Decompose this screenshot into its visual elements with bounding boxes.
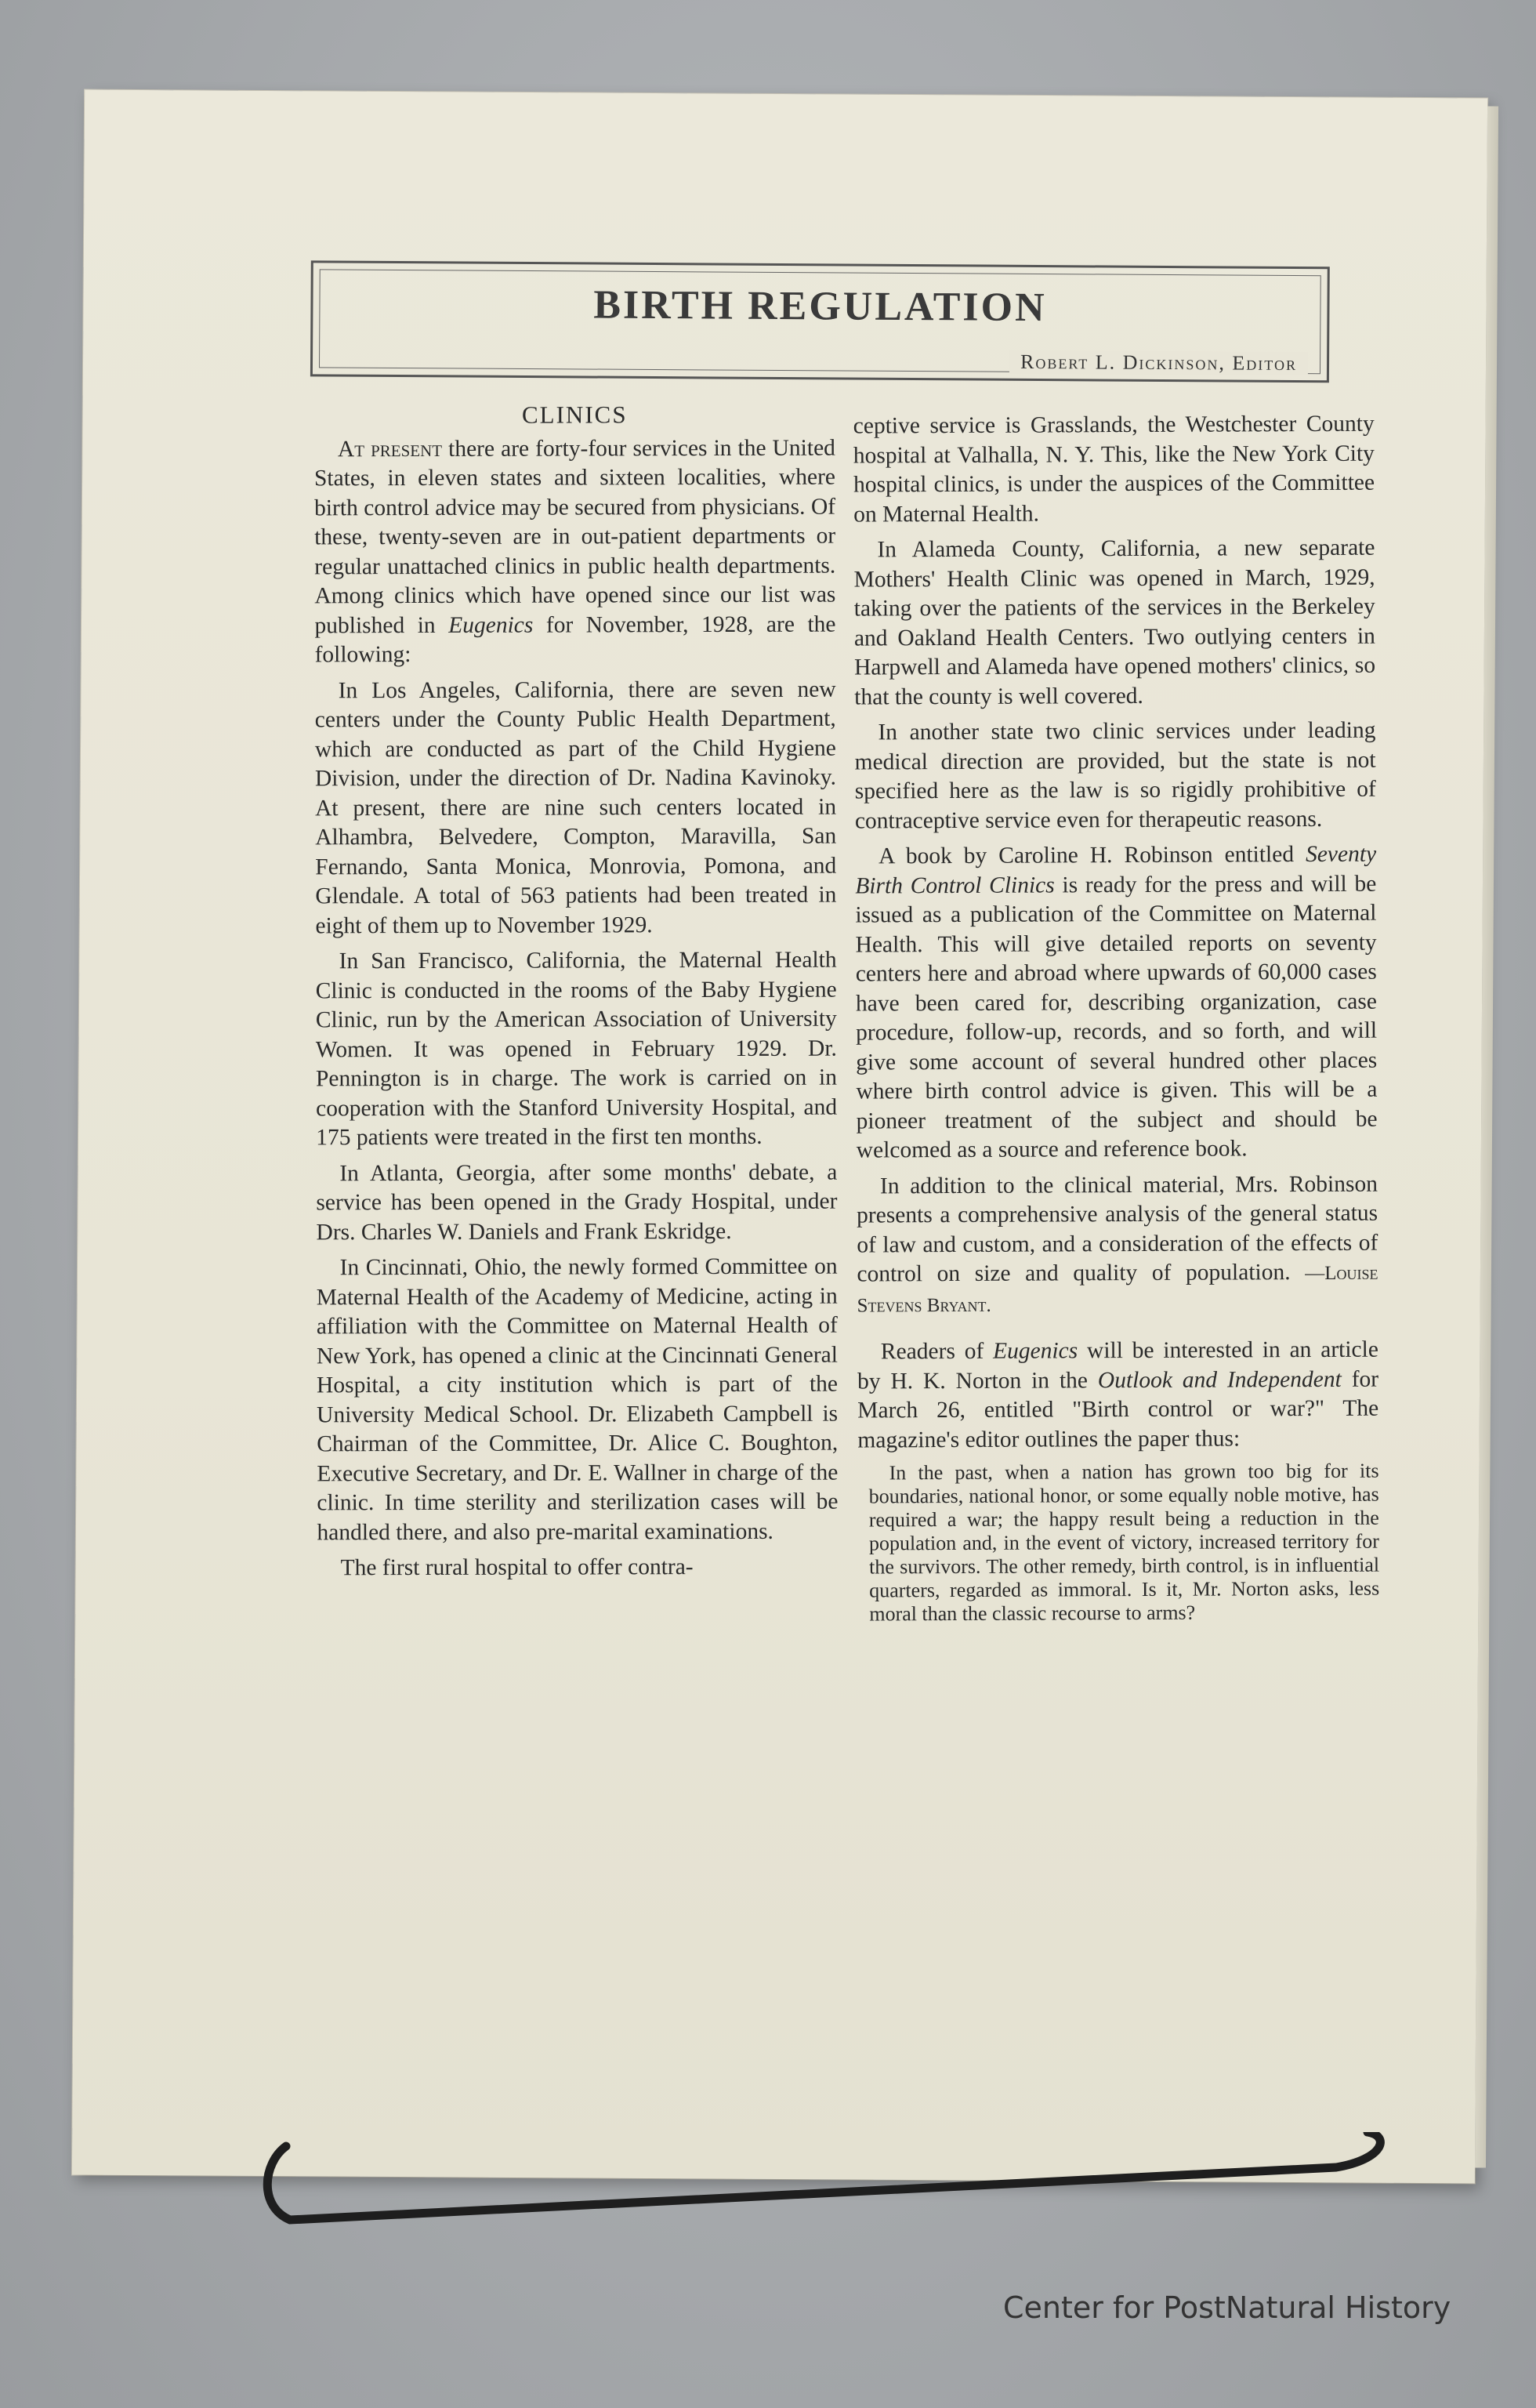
paragraph-text: for March 26, entitled "Birth control or war?" The magazine's editor outlines the paper thus:	[857, 1366, 1379, 1453]
paragraph-text: there are forty-four services in the United States, in eleven states and sixteen localities, where birth control advice may be secured from physicians. Of these, twenty-seven are in out-patient departments or regular unattached clinics in public health departments. Among clinics which have opened since our list was published in	[313, 435, 836, 638]
photo-credit: Center for PostNatural History	[1003, 2290, 1451, 2325]
stand-wire	[267, 2132, 1380, 2220]
title-frame	[310, 260, 1330, 383]
paragraph	[857, 1336, 1379, 1456]
paragraph: In Alameda County, California, a new separate Mothers' Health Clinic was opened in March, 1929, taking over the patients of the services in the Berkeley and Oakland Health Centers. Two outlying centers in Harpwell and Alameda have opened mothers' clinics, so that the county is well covered.	[853, 535, 1376, 710]
left-column	[314, 400, 839, 1590]
display-stand	[255, 2132, 1399, 2234]
paragraph	[314, 433, 836, 670]
journal-title: Eugenics	[448, 612, 534, 638]
paragraph-text: Readers of	[880, 1338, 984, 1365]
page-edge	[1475, 106, 1498, 2167]
quote-text: In the past, when a nation has grown too big for its boundaries, national honor, or some equally noble motive, has required a war; the happy result being a reduction in the population and, in the event of victory, increased territory for the survivors. The other remedy, birth control, is in influential quarters, regarded as immoral. Is it, Mr. Norton asks, less moral than the classic recourse to arms?	[868, 1459, 1380, 1626]
paragraph: In San Francisco, California, the Maternal Health Clinic is conducted in the rooms of the Baby Hygiene Clinic, run by the American Association of University Women. It was opened in February 1929. Dr. Pennington is in charge. The work is carried on in cooperation with the Stanford University Hospital, and 175 patients were treated in the first ten months.	[315, 947, 838, 1151]
page-title: BIRTH REGULATION	[593, 282, 1047, 331]
paragraph: ceptive service is Grasslands, the Westchester County hospital at Valhalla, N. Y. This, like the New York City hospital clinics, is under the auspices of the Committee on Maternal Health.	[853, 411, 1375, 528]
document-page	[72, 90, 1487, 2184]
lead-in: At present	[337, 436, 443, 462]
paragraph: In Atlanta, Georgia, after some months' debate, a service has been opened in the Grady Hospital, under Drs. Charles W. Daniels and Frank Eskridge.	[316, 1159, 838, 1245]
paragraph: In another state two clinic services under leading medical direction are provided, but the state is not specified here as the law is so rigidly prohibitive of contraceptive service even for therapeutic reasons.	[854, 717, 1376, 834]
paragraph-text: will be interested in an article by H. K. Norton in the	[857, 1336, 1378, 1394]
editor-byline: Robert L. Dickinson, Editor	[1009, 350, 1308, 375]
paragraph-text: is ready for the press and will be issued as a publication of the Committee on Maternal Health. This will give detailed reports on seventy centers here and abroad where upwards of 60,000 cases have been cared for, describing organization, case procedure, follow-up, records, and so forth, and will give some account of several hundred other places where birth control advice is given. This will be a pioneer treatment of the subject and should be welcomed as a source and reference book.	[855, 871, 1378, 1163]
right-column	[853, 410, 1380, 1633]
paragraph	[857, 1170, 1378, 1320]
paragraph	[855, 840, 1378, 1166]
paragraph-text: In addition to the clinical material, Mrs. Robinson presents a comprehensive analysis of the general status of law and custom, and a consideration of the effects of control on size and quality of population.	[857, 1171, 1378, 1287]
paragraph: The first rural hospital to offer contra-	[340, 1554, 694, 1581]
block-quote	[868, 1460, 1379, 1626]
paragraph: In Los Angeles, California, there are seven new centers under the County Public Health Department, which are conducted as part of the Child Hygiene Division, under the direction of Dr. Nadina Kavinoky. At present, there are nine such centers located in Alhambra, Belvedere, Compton, Maravilla, San Fernando, Santa Monica, Monrovia, Pomona, and Glendale. A total of 563 patients had been treated in eight of them up to November 1929.	[314, 676, 837, 938]
signature: —Louise Stevens Bryant.	[857, 1262, 1378, 1317]
section-heading: CLINICS	[521, 401, 628, 429]
book-title: Seventy Birth Control Clinics	[855, 841, 1377, 899]
paragraph-text: A book by Caroline H. Robinson entitled	[878, 842, 1295, 869]
journal-title: Eugenics	[992, 1338, 1078, 1364]
paragraph-text: for November, 1928, are the following:	[314, 611, 836, 668]
paragraph: In Cincinnati, Ohio, the newly formed Committee on Maternal Health of the Academy of Medicine, acting in affiliation with the Committee on Maternal Health of New York, has opened a clinic at the Cincinnati General Hospital, a city institution which is part of the University Medical School. Dr. Elizabeth Campbell is Chairman of the Committee, Dr. Alice C. Boughton, Executive Secretary, and Dr. E. Wallner in charge of the clinic. In time sterility and sterilization cases will be handled there, and also pre-marital examinations.	[316, 1253, 839, 1545]
magazine-title: Outlook and Independent	[1097, 1366, 1342, 1393]
